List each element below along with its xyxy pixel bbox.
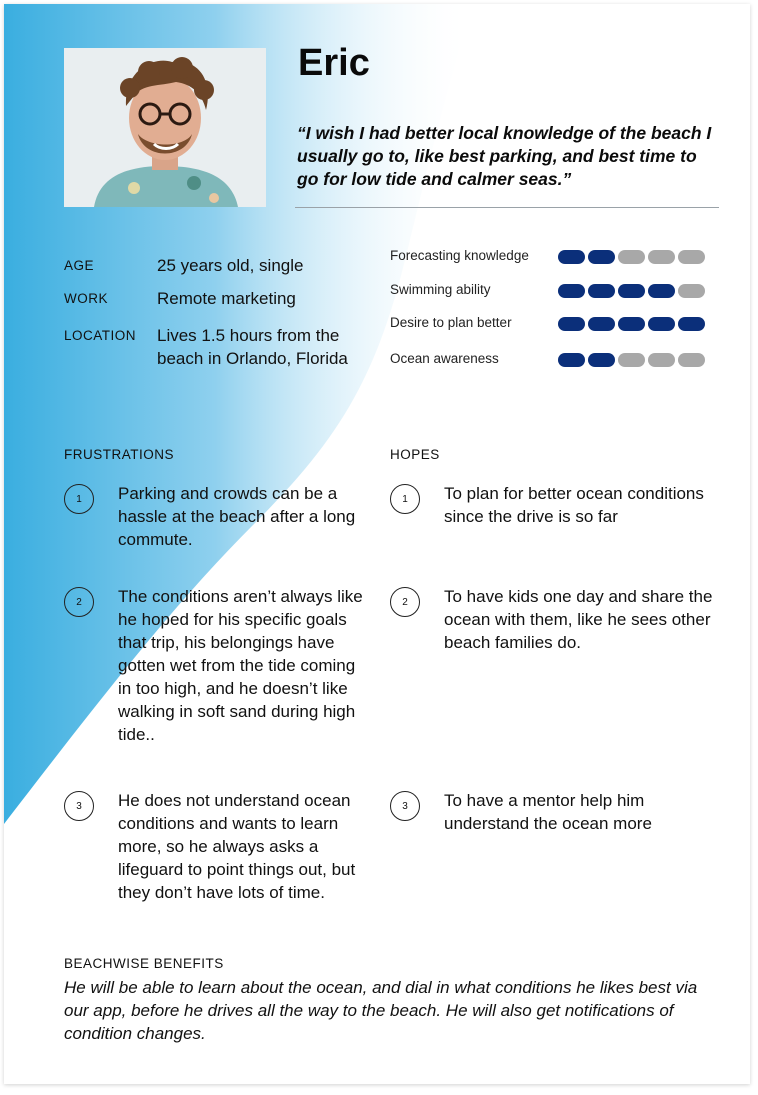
quote-divider [295, 207, 719, 208]
number-badge: 2 [390, 587, 420, 617]
rating-pill-filled [558, 317, 585, 331]
rating-pill-filled [618, 317, 645, 331]
number-badge: 3 [390, 791, 420, 821]
rating-pill-empty [618, 353, 645, 367]
fact-value: Remote marketing [157, 289, 296, 308]
skill-desire-to-plan [390, 315, 710, 337]
persona-quote: “I wish I had better local knowledge of the beach I usually go to, like best parking, and best time to go for low tide and calmer seas.” [297, 123, 712, 189]
rating-pill-empty [648, 353, 675, 367]
benefits-text: He will be able to learn about the ocean, and dial in what conditions he likes best via our app, before he drives all the way to the beach. He will also get notifications of condition changes. [64, 978, 698, 1043]
frustration-item [64, 482, 364, 551]
fact-value: Lives 1.5 hours from the beach in Orlando, Florida [157, 326, 348, 368]
skill-ocean-awareness [390, 351, 710, 373]
number-badge: 1 [390, 484, 420, 514]
skill-label: Ocean awareness [390, 351, 499, 366]
hope-item [390, 585, 720, 654]
fact-label: AGE [64, 258, 95, 273]
rating-pill-filled [648, 284, 675, 298]
skill-forecasting-knowledge [390, 248, 710, 270]
hope-item [390, 482, 720, 528]
hope-text: To have kids one day and share the ocean with them, like he sees other beach families do. [444, 587, 713, 652]
skill-label: Desire to plan better [390, 315, 512, 330]
rating-pill-filled [648, 317, 675, 331]
fact-location [64, 324, 372, 370]
frustration-text: He does not understand ocean conditions and wants to learn more, so he always asks a lifeguard to point things out, but they don’t have lots of time. [118, 791, 356, 902]
hopes-heading: HOPES [390, 447, 440, 462]
skill-label: Swimming ability [390, 282, 491, 297]
number-badge: 1 [64, 484, 94, 514]
hope-text: To plan for better ocean conditions since the drive is so far [444, 484, 704, 526]
skill-rating [558, 353, 705, 367]
fact-age [64, 254, 372, 277]
frustration-text: The conditions aren’t always like he hoped for his specific goals that trip, his belongings have gotten wet from the tide coming in too high, and he doesn’t like walking in soft sand during high tide.. [118, 587, 363, 744]
rating-pill-filled [558, 250, 585, 264]
hope-item [390, 789, 720, 835]
rating-pill-filled [558, 284, 585, 298]
rating-pill-empty [678, 250, 705, 264]
benefits-heading: BEACHWISE BENEFITS [64, 956, 224, 971]
persona-photo [64, 48, 266, 207]
fact-value: 25 years old, single [157, 256, 304, 275]
number-badge: 3 [64, 791, 94, 821]
skill-rating [558, 317, 705, 331]
fact-label: WORK [64, 291, 108, 306]
persona-name: Eric [298, 42, 370, 84]
rating-pill-empty [618, 250, 645, 264]
skill-swimming-ability [390, 282, 710, 304]
rating-pill-empty [678, 353, 705, 367]
skill-label: Forecasting knowledge [390, 248, 529, 263]
number-badge: 2 [64, 587, 94, 617]
frustrations-heading: FRUSTRATIONS [64, 447, 174, 462]
fact-work [64, 287, 372, 310]
rating-pill-filled [588, 284, 615, 298]
rating-pill-filled [618, 284, 645, 298]
frustration-item [64, 585, 364, 746]
rating-pill-empty [678, 284, 705, 298]
hope-text: To have a mentor help him understand the ocean more [444, 791, 652, 833]
rating-pill-filled [588, 250, 615, 264]
fact-label: LOCATION [64, 328, 137, 343]
persona-card [4, 4, 750, 1084]
skill-rating [558, 250, 705, 264]
skill-rating [558, 284, 705, 298]
rating-pill-empty [648, 250, 675, 264]
frustration-item [64, 789, 364, 904]
avatar-illustration [64, 48, 266, 207]
rating-pill-filled [558, 353, 585, 367]
rating-pill-filled [678, 317, 705, 331]
rating-pill-filled [588, 353, 615, 367]
frustration-text: Parking and crowds can be a hassle at the beach after a long commute. [118, 484, 356, 549]
rating-pill-filled [588, 317, 615, 331]
